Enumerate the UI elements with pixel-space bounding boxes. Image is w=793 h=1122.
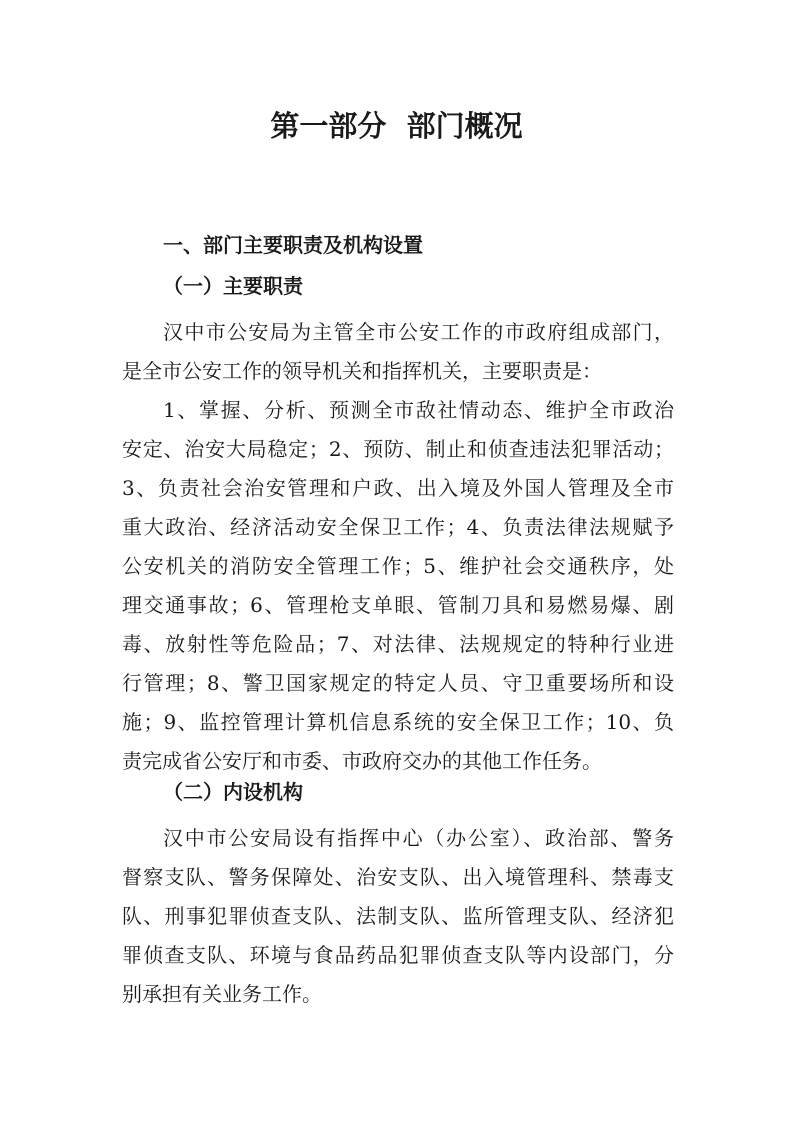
text-line: 别承担有关业务工作。 <box>122 982 322 1006</box>
section-heading-duties-structure: 一、部门主要职责及机构设置 <box>163 233 423 257</box>
text-line: 责完成省公安厅和市委、市政府交办的其他工作任务。 <box>122 749 602 773</box>
text-line: 罪侦查支队、环境与食品药品犯罪侦查支队等内设部门，分 <box>122 943 674 967</box>
text-line: 行管理；8、警卫国家规定的特定人员、守卫重要场所和设 <box>122 671 674 695</box>
paragraph-internal-units <box>122 819 674 1014</box>
text-line: 毒、放射性等危险品；7、对法律、法规规定的特种行业进 <box>122 632 674 656</box>
text-line: 3、负责社会治安管理和户政、出入境及外国人管理及全市 <box>122 476 674 500</box>
subsection-heading-main-duties: （一）主要职责 <box>163 274 303 298</box>
text-line: 汉中市公安局设有指挥中心（办公室）、政治部、警务 <box>163 826 674 850</box>
paragraph-duties-list <box>122 391 674 781</box>
text-line: 1、掌握、分析、预测全市敌社情动态、维护全市政治 <box>163 398 674 422</box>
text-line: 理交通事故；6、管理枪支单眼、管制刀具和易燃易爆、剧 <box>122 593 674 617</box>
subsection-heading-internal-units: （二）内设机构 <box>163 780 303 804</box>
text-line: 是全市公安工作的领导机关和指挥机关，主要职责是： <box>122 359 602 383</box>
text-line: 安定、治安大局稳定；2、预防、制止和侦查违法犯罪活动； <box>122 437 674 461</box>
page-title: 第一部分 部门概况 <box>270 109 523 143</box>
paragraph-bureau-intro <box>122 313 674 391</box>
text-line: 督察支队、警务保障处、治安支队、出入境管理科、禁毒支 <box>122 865 674 889</box>
text-line: 队、刑事犯罪侦查支队、法制支队、监所管理支队、经济犯 <box>122 904 674 928</box>
text-line: 施；9、监控管理计算机信息系统的安全保卫工作；10、负 <box>122 710 674 734</box>
text-line: 汉中市公安局为主管全市公安工作的市政府组成部门， <box>163 320 674 344</box>
text-line: 公安机关的消防安全管理工作；5、维护社会交通秩序，处 <box>122 554 674 578</box>
text-line: 重大政治、经济活动安全保卫工作；4、负责法律法规赋予 <box>122 515 674 539</box>
